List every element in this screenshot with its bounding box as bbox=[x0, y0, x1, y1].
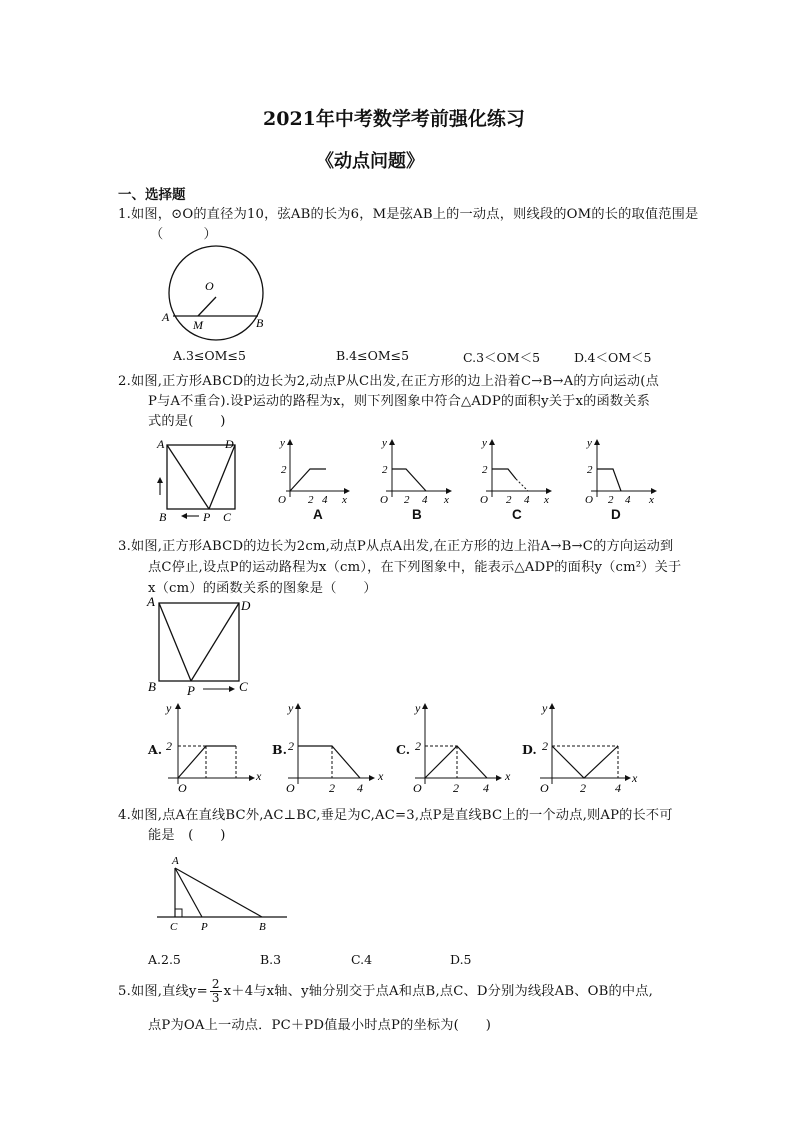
question-2-line-2: P与A不重合).设P运动的路程为x，则下列图象中符合△ADP的面积y关于x的函数关系 bbox=[148, 394, 651, 409]
axis-x: x bbox=[649, 494, 654, 506]
question-3-line-1: 3.如图,正方形ABCD的边长为2cm,动点P从点A出发,在正方形的边上沿A→B→C的方向运动到 bbox=[118, 539, 674, 554]
label-p: P bbox=[201, 921, 208, 933]
axis-x: x bbox=[342, 494, 347, 506]
axis-y: y bbox=[288, 701, 294, 715]
q1-option-b: B.4≤OM≤5 bbox=[336, 348, 410, 363]
tick-2-y: 2 bbox=[288, 739, 294, 753]
question-1-line-2: （ ） bbox=[150, 227, 217, 242]
tick-2-y: 2 bbox=[587, 464, 593, 476]
axis-x: x bbox=[444, 494, 449, 506]
fraction-denominator: 3 bbox=[211, 991, 220, 1005]
axis-x: x bbox=[256, 769, 262, 783]
question-5-line-1 bbox=[118, 978, 653, 1006]
label-p: P bbox=[203, 510, 211, 524]
axis-origin: O bbox=[178, 781, 187, 795]
q3-graph-a-label: A. bbox=[148, 742, 163, 757]
tick-2-y: 2 bbox=[482, 464, 488, 476]
label-m: M bbox=[193, 318, 203, 332]
page-subtitle: 《动点问题》 bbox=[316, 151, 424, 172]
fraction-numerator: 2 bbox=[211, 977, 220, 991]
tick-2-y: 2 bbox=[382, 464, 388, 476]
label-d: D bbox=[225, 437, 234, 451]
q2-graph-d bbox=[575, 437, 665, 507]
q3-graph-d-label: D. bbox=[522, 742, 537, 757]
label-c: C bbox=[223, 510, 232, 524]
tick-4-x: 4 bbox=[322, 494, 328, 506]
question-2-line-3: 式的是( ) bbox=[148, 414, 226, 429]
label-a: A bbox=[162, 310, 170, 324]
tick-4-x: 4 bbox=[524, 494, 530, 506]
label-a: A bbox=[147, 594, 155, 609]
tick-4-x: 4 bbox=[615, 781, 621, 795]
question-5-prefix: 5.如图,直线y= bbox=[118, 984, 208, 999]
q3-graph-c-label: C. bbox=[396, 742, 411, 757]
q4-option-d: D.5 bbox=[450, 952, 472, 967]
axis-y: y bbox=[482, 437, 487, 449]
tick-4-x: 4 bbox=[357, 781, 363, 795]
q1-option-d: D.4＜OM＜5 bbox=[574, 350, 652, 365]
q1-option-c: C.3＜OM＜5 bbox=[463, 350, 541, 365]
q3-graph-c bbox=[395, 700, 510, 795]
tick-2-y: 2 bbox=[166, 739, 172, 753]
q1-option-a: A.3≤OM≤5 bbox=[173, 348, 246, 363]
q3-graph-b-label: B. bbox=[272, 742, 287, 757]
tick-2-x: 2 bbox=[608, 494, 614, 506]
question-3-line-2: 点C停止,设点P的运动路程为x（cm），在下列图象中，能表示△ADP的面积y（cm²）关于 bbox=[148, 560, 682, 575]
tick-4-x: 4 bbox=[422, 494, 428, 506]
axis-y: y bbox=[542, 701, 548, 715]
tick-2-y: 2 bbox=[542, 739, 548, 753]
square-figure-q2 bbox=[155, 435, 245, 525]
question-5-rest: x＋4与x轴、y轴分别交于点A和点B,点C、D分别为线段AB、OB的中点, bbox=[223, 984, 654, 999]
label-b: B bbox=[256, 316, 264, 330]
axis-origin: O bbox=[480, 494, 488, 506]
q3-graph-d bbox=[520, 700, 640, 795]
question-5-line-2: 点P为OA上一动点．PC＋PD值最小时点P的坐标为( ) bbox=[148, 1018, 492, 1033]
q2-graph-c-label: C bbox=[512, 507, 522, 522]
axis-origin: O bbox=[380, 494, 388, 506]
fraction bbox=[210, 978, 222, 1005]
label-b: B bbox=[148, 679, 156, 694]
tick-2-x: 2 bbox=[329, 781, 335, 795]
question-4-line-2: 能是 ( ) bbox=[148, 828, 226, 843]
q2-graph-b bbox=[370, 437, 460, 507]
axis-origin: O bbox=[286, 781, 295, 795]
question-2-line-1: 2.如图,正方形ABCD的边长为2,动点P从C出发,在正方形的边上沿着C→B→A的方向运动(点 bbox=[118, 374, 660, 389]
axis-x: x bbox=[378, 769, 384, 783]
section-heading: 一、选择题 bbox=[118, 187, 186, 203]
question-3-line-3: x（cm）的函数关系的图象是（ ） bbox=[148, 581, 377, 596]
tick-2-x: 2 bbox=[506, 494, 512, 506]
axis-y: y bbox=[166, 701, 172, 715]
tick-4-x: 4 bbox=[483, 781, 489, 795]
tick-2-y: 2 bbox=[415, 739, 421, 753]
axis-y: y bbox=[382, 437, 387, 449]
q4-option-c: C.4 bbox=[351, 952, 373, 967]
q2-graph-a bbox=[268, 437, 358, 507]
tick-2-x: 2 bbox=[453, 781, 459, 795]
q4-option-b: B.3 bbox=[260, 952, 282, 967]
label-d: D bbox=[241, 598, 251, 613]
label-a: A bbox=[157, 437, 165, 451]
label-p: P bbox=[187, 683, 195, 698]
q3-graph-a bbox=[148, 700, 263, 795]
axis-x: x bbox=[632, 771, 638, 785]
square-figure-q3 bbox=[145, 593, 265, 698]
tick-2-x: 2 bbox=[308, 494, 314, 506]
axis-origin: O bbox=[278, 494, 286, 506]
axis-y: y bbox=[587, 437, 592, 449]
question-1-line-1: 1.如图，⊙O的直径为10，弦AB的长为6，M是弦AB上的一动点，则线段的OM的长的取值范围是 bbox=[118, 207, 699, 222]
axis-origin: O bbox=[540, 781, 549, 795]
axis-origin: O bbox=[413, 781, 422, 795]
tick-2-x: 2 bbox=[404, 494, 410, 506]
tick-2-y: 2 bbox=[281, 464, 287, 476]
page-title: 2021年中考数学考前强化练习 bbox=[263, 108, 525, 130]
axis-origin: O bbox=[585, 494, 593, 506]
q2-graph-a-label: A bbox=[313, 507, 323, 522]
label-a: A bbox=[172, 855, 179, 867]
label-c: C bbox=[239, 679, 248, 694]
axis-x: x bbox=[505, 769, 511, 783]
label-c: C bbox=[170, 921, 178, 933]
label-o: O bbox=[205, 279, 214, 293]
tick-4-x: 4 bbox=[625, 494, 631, 506]
q2-graph-d-label: D bbox=[611, 507, 621, 522]
q4-option-a: A.2.5 bbox=[148, 952, 181, 967]
axis-y: y bbox=[415, 701, 421, 715]
axis-x: x bbox=[544, 494, 549, 506]
q2-graph-c bbox=[470, 437, 560, 507]
question-4-line-1: 4.如图,点A在直线BC外,AC⊥BC,垂足为C,AC=3,点P是直线BC上的一个动点,则AP的长不可 bbox=[118, 808, 673, 823]
q2-graph-b-label: B bbox=[412, 507, 422, 522]
tick-2-x: 2 bbox=[580, 781, 586, 795]
label-b: B bbox=[259, 921, 266, 933]
circle-figure bbox=[160, 245, 270, 345]
label-b: B bbox=[159, 510, 167, 524]
right-triangle-figure bbox=[155, 850, 305, 940]
axis-y: y bbox=[280, 437, 285, 449]
